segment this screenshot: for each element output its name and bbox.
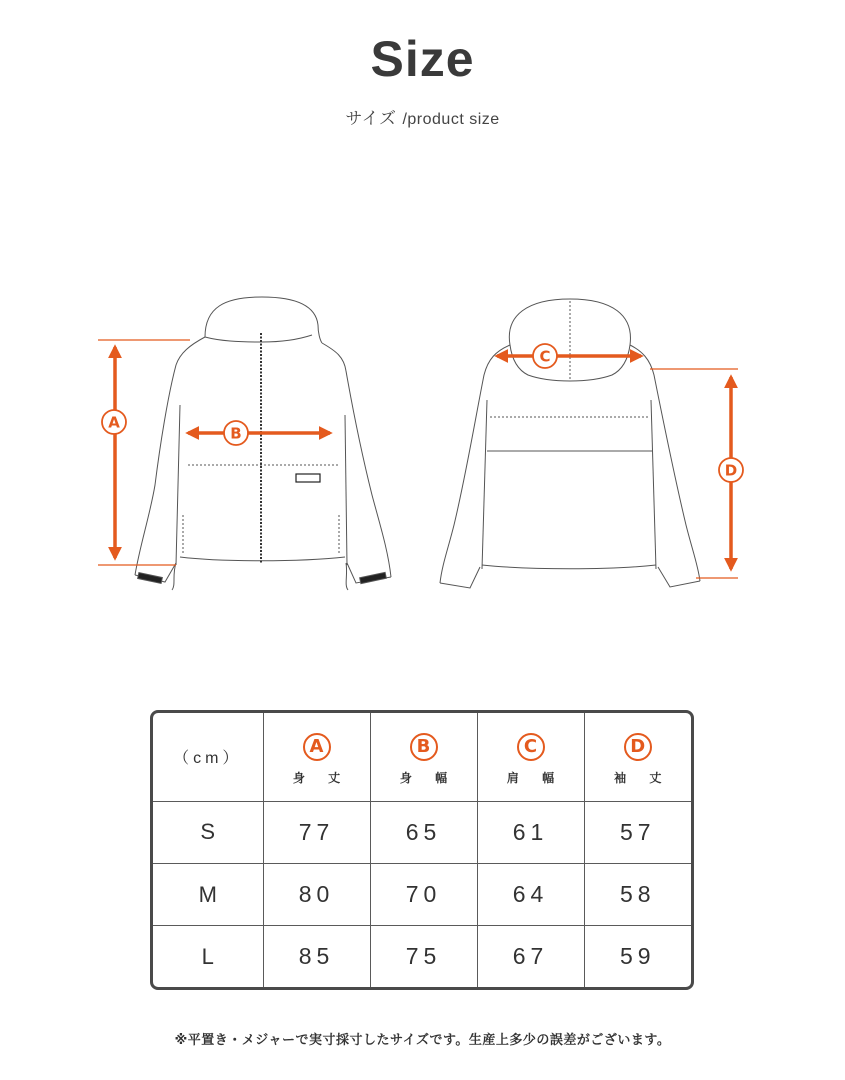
column-badge-c: C xyxy=(517,733,545,761)
measure-c xyxy=(497,344,641,368)
column-header-a xyxy=(263,713,370,801)
label-d: D xyxy=(724,461,738,480)
column-label-b: 身 幅 xyxy=(399,771,458,786)
size-label-s: S xyxy=(153,801,263,863)
page-subtitle xyxy=(0,104,845,129)
column-badge-b: B xyxy=(410,733,438,761)
cell-l-c: 67 xyxy=(477,926,584,987)
column-badge-d: D xyxy=(624,733,652,761)
footnote: ※平置き・メジャーで実寸採寸したサイズです。生産上多少の誤差がございます。 xyxy=(174,1032,671,1047)
size-label-l: L xyxy=(153,926,263,987)
unit-label: （cm） xyxy=(173,750,243,768)
label-a: A xyxy=(108,413,120,432)
unit-header xyxy=(153,713,263,801)
jacket-front-view xyxy=(135,297,391,590)
cell-m-b: 70 xyxy=(370,863,477,925)
subtitle-en: /product size xyxy=(402,111,500,128)
column-label-d: 袖 丈 xyxy=(614,771,672,786)
cell-m-d: 58 xyxy=(584,863,691,925)
table-header-row xyxy=(153,713,691,801)
cell-s-c: 61 xyxy=(477,801,584,863)
column-label-c: 肩 幅 xyxy=(506,771,565,786)
cell-s-b: 65 xyxy=(370,801,477,863)
column-header-b xyxy=(370,713,477,801)
table-row xyxy=(153,926,691,987)
label-b: B xyxy=(230,424,242,443)
cell-l-d: 59 xyxy=(584,926,691,987)
jacket-back-view xyxy=(440,299,700,588)
cell-m-c: 64 xyxy=(477,863,584,925)
cell-m-a: 80 xyxy=(263,863,370,925)
label-c: C xyxy=(539,347,551,366)
page-title: Size xyxy=(370,31,475,87)
size-label-m: M xyxy=(153,863,263,925)
cell-s-a: 77 xyxy=(263,801,370,863)
table-row xyxy=(153,801,691,863)
cell-s-d: 57 xyxy=(584,801,691,863)
column-label-a: 身 丈 xyxy=(292,771,351,786)
cell-l-b: 75 xyxy=(370,926,477,987)
cell-l-a: 85 xyxy=(263,926,370,987)
measure-d xyxy=(650,369,743,578)
measure-a xyxy=(98,340,190,565)
subtitle-jp: サイズ xyxy=(345,109,397,128)
size-table xyxy=(150,710,694,990)
column-header-d xyxy=(584,713,691,801)
measure-b xyxy=(188,421,330,445)
column-header-c xyxy=(477,713,584,801)
column-badge-a: A xyxy=(303,733,331,761)
jacket-measurement-diagram xyxy=(0,285,845,605)
table-row xyxy=(153,863,691,925)
